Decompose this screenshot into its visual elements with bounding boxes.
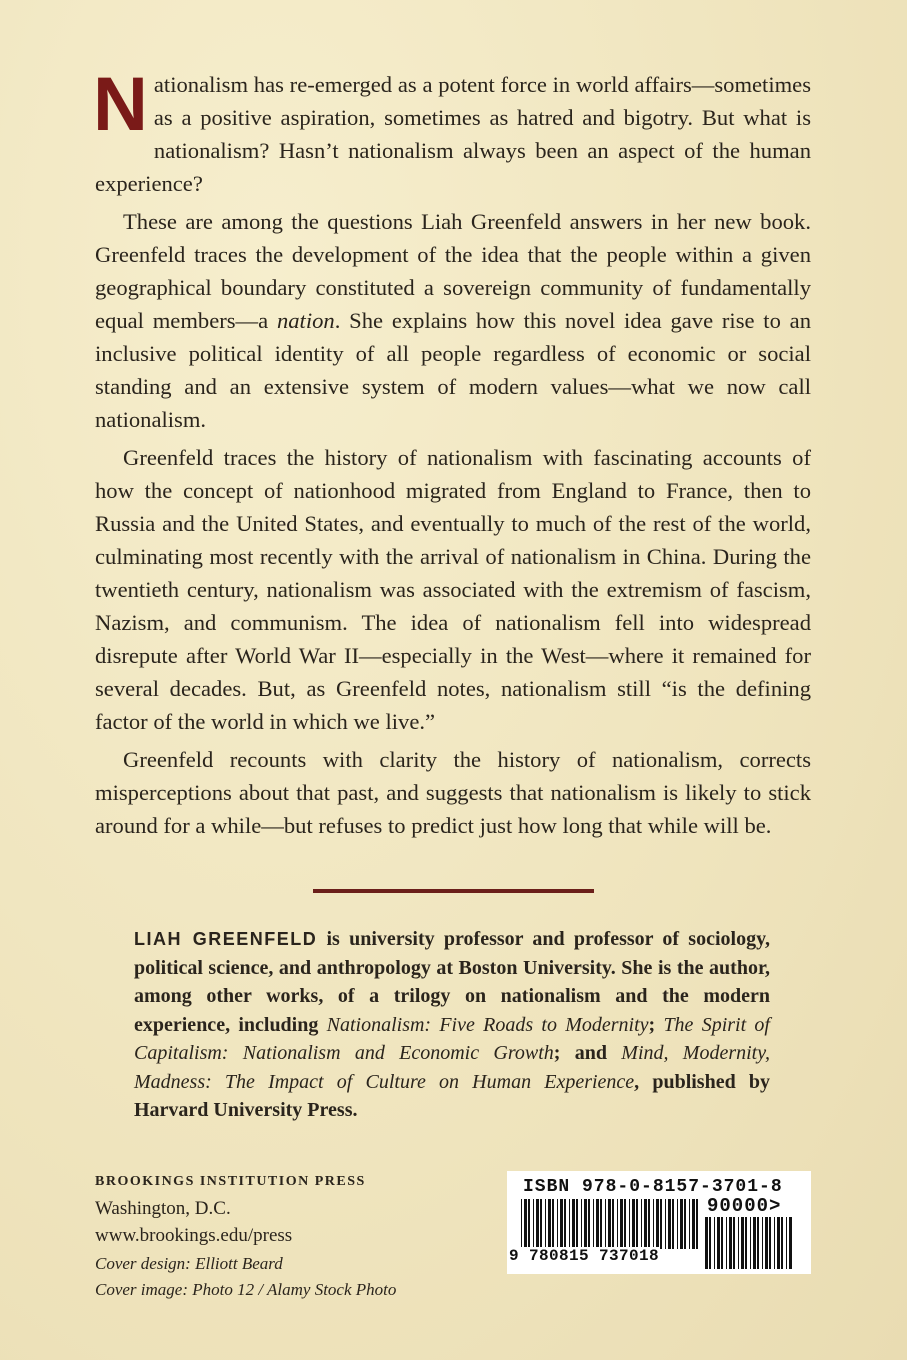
barcode-bar [668,1199,671,1249]
barcode-bar [745,1217,747,1269]
barcode-bar [569,1199,570,1249]
barcode-bar [680,1199,683,1249]
barcode-bar [656,1199,659,1249]
blurb-paragraph-2-emphasis: nation [276,308,335,333]
barcode-bar [696,1199,698,1249]
section-divider [313,889,594,893]
barcode-bar [660,1199,662,1249]
barcode-bar [593,1199,594,1249]
blurb-paragraph-4: Greenfeld recounts with clarity the history of nationalism, corrects misperceptions about that past, and suggests that nationalism is likely to stick around for a while—but refuses to predict just how long that while will be. [95,747,811,838]
barcode-bar [521,1199,522,1249]
barcode-bar [777,1217,780,1269]
cover-image-credit: Cover image: Photo 12 / Alamy Stock Photo [95,1280,397,1299]
barcode-bar [765,1217,768,1269]
barcode-bar [653,1199,654,1249]
barcode-bar [605,1199,606,1249]
barcode-bar [548,1199,551,1249]
publisher-url: www.brookings.edu/press [95,1225,293,1246]
barcode-bar [721,1217,723,1269]
barcode-bar [672,1199,674,1249]
isbn-number: ISBN 978-0-8157-3701-8 [523,1177,783,1197]
barcode-bar [629,1199,630,1249]
author-bio-text [134,925,770,1125]
barcode-bar [560,1199,563,1249]
barcode-bar [545,1199,546,1249]
publisher-city: Washington, D.C. [95,1198,231,1219]
barcode-bar [709,1217,711,1269]
addon-barcode-bars [705,1217,795,1269]
barcode-bar [636,1199,638,1249]
book-title-2: The Spirit of Capitalism: Nationalism and Economic Growth [134,1013,770,1064]
barcode-bar [692,1199,695,1249]
ean-barcode-bars [521,1199,701,1249]
bio-text-4: , published by Harvard University Press. [134,1070,770,1121]
barcode-bar [769,1217,771,1269]
barcode-bar [620,1199,623,1249]
publisher-block [95,1168,366,1249]
barcode-bar [564,1199,566,1249]
publisher-name: BROOKINGS INSTITUTION PRESS [95,1174,366,1189]
blurb-paragraph-3: Greenfeld traces the history of nationalism with fascinating accounts of how the concept of nationhood migrated from England to France, then to Russia and the United States, and eventually to much of the rest of the world, culminating most recently with the arrival of nationalism in China. During the twentieth century, nationalism was associated with the extremism of fascism, Nazism, and communism. The idea of nationalism fell into widespread disrepute after World War II—especially in the West—where it remained for several decades. But, as Greenfeld notes, nationalism still “is the defining factor of the world in which we live.” [95,445,811,734]
barcode-bar [588,1199,590,1249]
barcode-bar [608,1199,611,1249]
barcode-bar [596,1199,599,1249]
barcode-bar [741,1217,744,1269]
barcode-bar [617,1199,618,1249]
blurb-paragraph-2-text-b: . She explains how this novel idea gave rise to an inclusive political identity of all people regardless of economic or social standing and an extensive system of modern values—what we now call nationalism. [95,308,811,432]
price-addon-code: 90000> [707,1195,782,1217]
ean-digits: 9 780815 737018 [509,1247,660,1265]
blurb-paragraph-2 [95,205,811,436]
author-bio [134,925,770,1125]
barcode-bar [624,1199,626,1249]
barcode-bar [705,1217,708,1269]
barcode-bar [540,1199,542,1249]
barcode-bar [689,1199,690,1249]
barcode-bar [557,1199,558,1249]
barcode-bar [757,1217,759,1269]
barcode-bar [524,1199,527,1249]
barcode-bar [762,1217,763,1269]
barcode-bar [612,1199,614,1249]
blurb-paragraph-1-text: ationalism has re-emerged as a potent force in world affairs—sometimes as a positive aspiration, sometimes as hatred and bigotry. But what is nationalism? Hasn’t nationalism always been an aspect of the human experience? [95,72,811,196]
bio-text-2: ; [648,1013,664,1036]
barcode-bar [572,1199,575,1249]
bio-text-1: is university professor and professor of sociology, political science, and anthropology at Boston University. She is the author, among other works, of a trilogy on nationalism and the modern experience, including [134,928,770,1036]
book-title-3: Mind, Modernity, Madness: The Impact of Culture on Human Experience [134,1042,770,1093]
barcode-bar [576,1199,578,1249]
barcode-bar [753,1217,756,1269]
barcode-bar [750,1217,751,1269]
barcode-bar [536,1199,539,1249]
barcode-bar [729,1217,732,1269]
barcode-bar [738,1217,739,1269]
barcode-bar [684,1199,686,1249]
barcode-bar [717,1217,720,1269]
author-name: LIAH GREENFELD [134,929,318,949]
barcode-bar [600,1199,602,1249]
barcode-bar [581,1199,582,1249]
barcode-bar [533,1199,534,1249]
barcode-bar [733,1217,735,1269]
barcode-bar [781,1217,783,1269]
barcode-bar [789,1217,792,1269]
cover-credits [95,1251,396,1303]
barcode-bar [584,1199,587,1249]
blurb-paragraph-1 [93,62,811,200]
barcode-bar [632,1199,635,1249]
barcode-bar [528,1199,530,1249]
barcode-bar [552,1199,554,1249]
barcode-bar [677,1199,678,1249]
barcode-bar [644,1199,647,1249]
jacket-blurb [93,62,811,847]
barcode-bar [726,1217,727,1269]
isbn-barcode [507,1171,811,1274]
barcode-bar [665,1199,666,1249]
bio-text-3: ; and [553,1042,622,1064]
barcode-bar [641,1199,642,1249]
drop-cap: N [93,62,148,147]
blurb-paragraph-2-text-a: These are among the questions Liah Greenfeld answers in her new book. Greenfeld traces the development of the idea that the people within a given geographical boundary constituted a sovereign community of fundamentally equal members—a [95,209,811,333]
cover-design-credit: Cover design: Elliott Beard [95,1254,283,1273]
barcode-bar [786,1217,787,1269]
barcode-bar [774,1217,775,1269]
barcode-bar [648,1199,650,1249]
barcode-bar [714,1217,715,1269]
book-title-1: Nationalism: Five Roads to Modernity [326,1013,649,1036]
